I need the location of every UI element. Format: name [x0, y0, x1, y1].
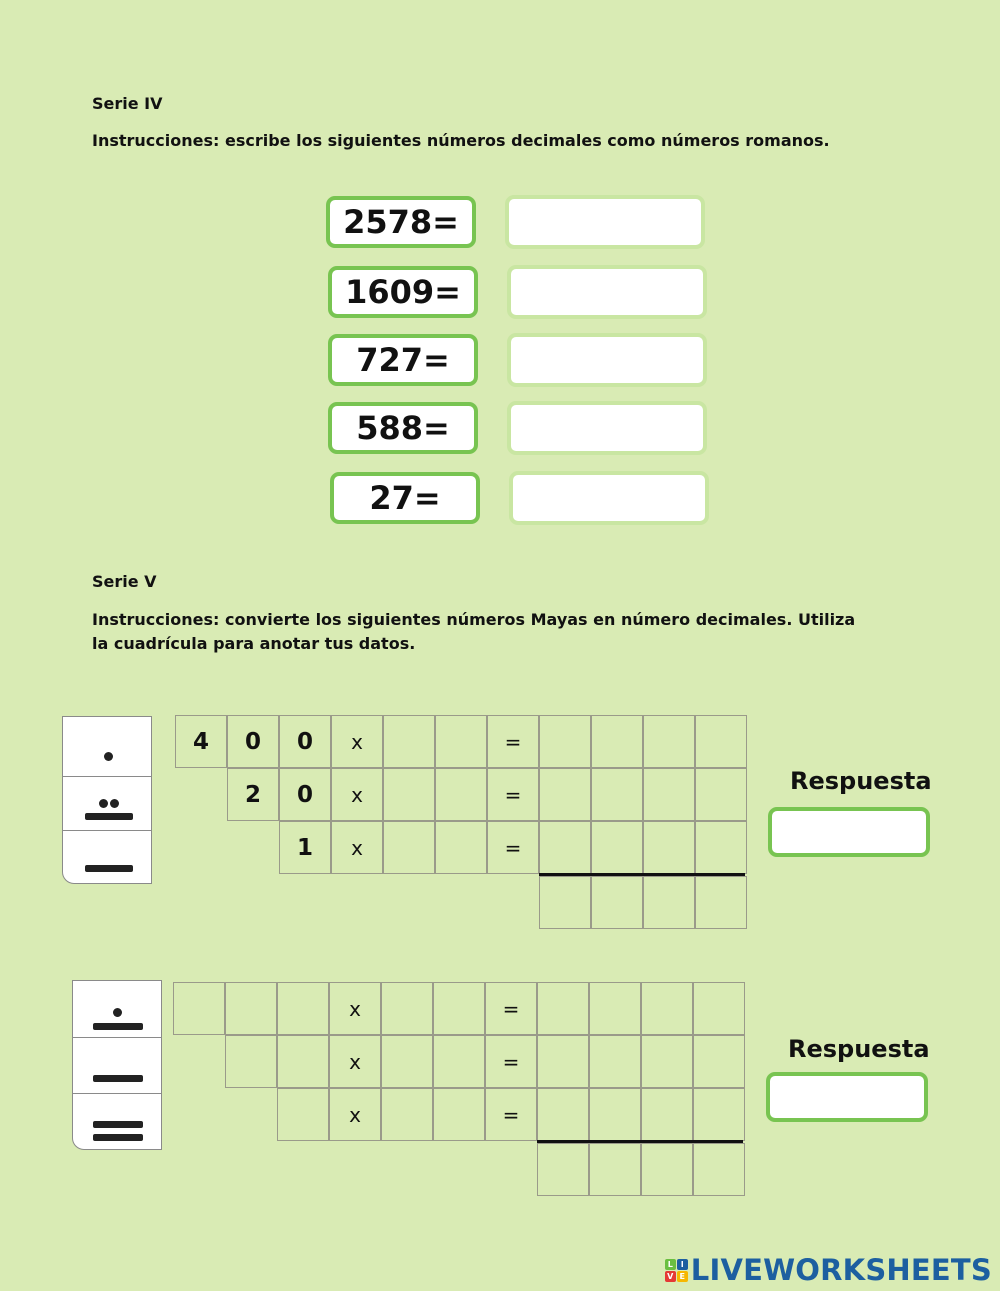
total-cell[interactable]	[589, 1143, 641, 1196]
equals-sign: =	[485, 1088, 537, 1141]
serie-iv-instructions: Instrucciones: escribe los siguientes números decimales como números romanos.	[92, 131, 830, 150]
grid-cell[interactable]	[277, 1088, 329, 1141]
total-cell[interactable]	[591, 876, 643, 929]
total-cell[interactable]	[539, 876, 591, 929]
maya-level-400	[73, 981, 161, 1038]
maya-dot	[99, 799, 108, 808]
grid-cell[interactable]	[641, 1035, 693, 1088]
liveworksheets-icon: L I V E	[665, 1259, 688, 1282]
grid-cell[interactable]	[589, 1088, 641, 1141]
respuesta-input-2[interactable]	[766, 1072, 928, 1122]
grid-cell[interactable]	[435, 821, 487, 874]
maya-bar	[85, 813, 133, 820]
grid-cell[interactable]	[537, 982, 589, 1035]
brand-name: LIVEWORKSHEETS	[690, 1253, 992, 1287]
total-cell[interactable]	[643, 876, 695, 929]
grid-cell[interactable]	[435, 768, 487, 821]
grid-cell[interactable]	[641, 982, 693, 1035]
grid-cell[interactable]	[591, 768, 643, 821]
total-cell[interactable]	[537, 1143, 589, 1196]
grid-cell[interactable]	[433, 982, 485, 1035]
maya-bar	[93, 1134, 143, 1141]
equals-sign: =	[485, 1035, 537, 1088]
grid-cell[interactable]	[383, 768, 435, 821]
grid-cell[interactable]	[695, 768, 747, 821]
decimal-number-box: 727=	[328, 334, 478, 386]
grid-cell[interactable]	[381, 982, 433, 1035]
times-sign: x	[329, 982, 381, 1035]
equals-sign: =	[485, 982, 537, 1035]
equals-sign: =	[487, 821, 539, 874]
roman-answer-input[interactable]	[507, 333, 707, 387]
maya-level-20	[63, 777, 151, 831]
grid-cell[interactable]: 1	[279, 821, 331, 874]
serie-v-instructions: Instrucciones: convierte los siguientes números Mayas en número decimales. Utiliza la cuadrícula para anotar tus datos.	[92, 610, 856, 653]
grid-cell[interactable]	[383, 821, 435, 874]
times-sign: x	[331, 821, 383, 874]
decimal-number-box: 2578=	[326, 196, 476, 248]
maya-level-400	[63, 717, 151, 777]
grid-cell[interactable]	[695, 821, 747, 874]
maya-level-1	[73, 1094, 161, 1151]
grid-cell[interactable]	[381, 1088, 433, 1141]
grid-cell[interactable]: 0	[279, 715, 331, 768]
maya-level-20	[73, 1038, 161, 1094]
grid-cell[interactable]	[693, 982, 745, 1035]
roman-answer-input[interactable]	[507, 401, 707, 455]
grid-cell[interactable]	[277, 1035, 329, 1088]
grid-cell[interactable]	[589, 982, 641, 1035]
grid-cell[interactable]: 2	[227, 768, 279, 821]
serie-iv-title: Serie IV	[92, 94, 163, 113]
grid-cell[interactable]	[693, 1035, 745, 1088]
maya-number-2	[72, 980, 162, 1150]
roman-answer-input[interactable]	[509, 471, 709, 525]
grid-cell[interactable]: 0	[227, 715, 279, 768]
grid-cell[interactable]	[589, 1035, 641, 1088]
respuesta-label: Respuesta	[790, 767, 932, 795]
maya-level-1	[63, 831, 151, 885]
grid-cell[interactable]	[433, 1035, 485, 1088]
grid-cell[interactable]	[277, 982, 329, 1035]
times-sign: x	[331, 715, 383, 768]
grid-cell[interactable]	[643, 821, 695, 874]
maya-dot	[110, 799, 119, 808]
grid-cell[interactable]	[225, 1035, 277, 1088]
grid-cell[interactable]	[591, 715, 643, 768]
maya-dot	[104, 752, 113, 761]
grid-cell[interactable]	[641, 1088, 693, 1141]
grid-cell[interactable]	[539, 821, 591, 874]
decimal-number-box: 27=	[330, 472, 480, 524]
maya-bar	[93, 1023, 143, 1030]
maya-number-1	[62, 716, 152, 884]
maya-bar	[93, 1075, 143, 1082]
grid-cell[interactable]	[383, 715, 435, 768]
grid-cell[interactable]	[537, 1088, 589, 1141]
times-sign: x	[329, 1088, 381, 1141]
decimal-number-box: 588=	[328, 402, 478, 454]
grid-cell[interactable]	[693, 1088, 745, 1141]
roman-answer-input[interactable]	[505, 195, 705, 249]
decimal-number-box: 1609=	[328, 266, 478, 318]
total-cell[interactable]	[693, 1143, 745, 1196]
grid-cell[interactable]: 0	[279, 768, 331, 821]
liveworksheets-logo	[665, 1253, 992, 1287]
grid-cell[interactable]	[539, 715, 591, 768]
grid-cell[interactable]	[173, 982, 225, 1035]
maya-bar	[85, 865, 133, 872]
grid-cell[interactable]	[537, 1035, 589, 1088]
grid-cell[interactable]: 4	[175, 715, 227, 768]
grid-cell[interactable]	[539, 768, 591, 821]
grid-cell[interactable]	[591, 821, 643, 874]
times-sign: x	[329, 1035, 381, 1088]
grid-cell[interactable]	[643, 715, 695, 768]
maya-bar	[93, 1121, 143, 1128]
total-cell[interactable]	[695, 876, 747, 929]
total-cell[interactable]	[641, 1143, 693, 1196]
grid-cell[interactable]	[695, 715, 747, 768]
maya-dot	[113, 1008, 122, 1017]
equals-sign: =	[487, 715, 539, 768]
grid-cell[interactable]	[433, 1088, 485, 1141]
times-sign: x	[331, 768, 383, 821]
serie-v-title: Serie V	[92, 572, 157, 591]
equals-sign: =	[487, 768, 539, 821]
roman-answer-input[interactable]	[507, 265, 707, 319]
grid-cell[interactable]	[381, 1035, 433, 1088]
grid-cell[interactable]	[225, 982, 277, 1035]
respuesta-input-1[interactable]	[768, 807, 930, 857]
grid-cell[interactable]	[643, 768, 695, 821]
respuesta-label: Respuesta	[788, 1035, 930, 1063]
grid-cell[interactable]	[435, 715, 487, 768]
